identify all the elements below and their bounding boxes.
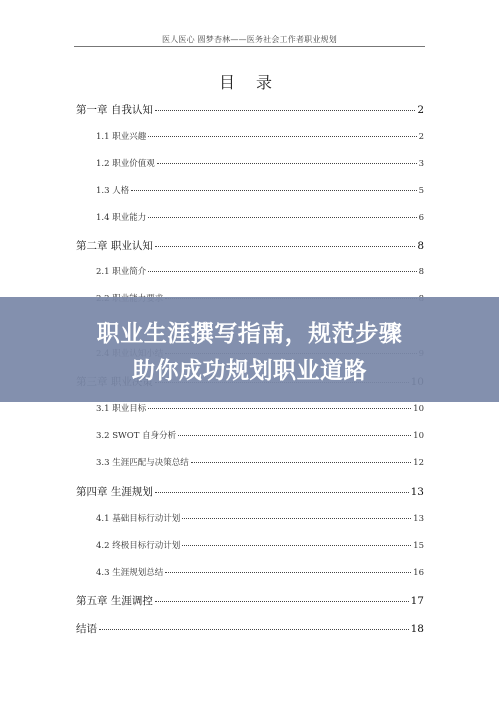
dot-leader	[148, 408, 411, 409]
toc-entry-section-1-3[interactable]	[96, 184, 424, 196]
toc-page-number: 10	[413, 404, 424, 414]
toc-entry-label: 结语	[76, 623, 97, 635]
toc-page-number: 16	[413, 568, 424, 578]
toc-entry-label: 4.2 终极目标行动计划	[96, 541, 181, 551]
toc-entry-section-1-4[interactable]	[96, 211, 424, 223]
toc-page-number: 6	[418, 213, 424, 223]
toc-entry-section-1-2[interactable]	[96, 157, 424, 169]
dot-leader	[148, 271, 416, 272]
toc-entry-section-4-3[interactable]	[96, 566, 424, 578]
toc-entry-section-1-1[interactable]	[96, 130, 424, 142]
toc-entry-label: 1.2 职业价值观	[96, 159, 155, 169]
toc-entry-label: 第一章 自我认知	[76, 104, 153, 116]
dot-leader	[157, 163, 417, 164]
toc-entry-label: 2.1 职业简介	[96, 267, 147, 277]
banner-title-line-1: 职业生涯撰写指南，规范步骤	[96, 321, 403, 347]
dot-leader	[165, 572, 411, 573]
toc-entry-section-4-2[interactable]	[96, 539, 424, 551]
toc-page-number: 2	[418, 132, 424, 142]
toc-entry-label: 1.3 人格	[96, 186, 130, 196]
toc-entry-label: 4.3 生涯规划总结	[96, 568, 164, 578]
toc-page-number: 12	[413, 458, 424, 468]
dot-leader	[148, 217, 416, 218]
dot-leader	[155, 601, 409, 602]
dot-leader	[191, 462, 411, 463]
toc-page-number: 3	[418, 159, 424, 169]
dot-leader	[178, 435, 411, 436]
running-header: 医人医心 圆梦杏林——医务社会工作者职业规划	[162, 35, 337, 44]
toc-entry-chapter-5[interactable]	[76, 593, 424, 608]
toc-entry-section-4-1[interactable]	[96, 512, 424, 524]
toc-entry-label: 3.2 SWOT 自身分析	[96, 431, 177, 441]
toc-entry-chapter-4[interactable]	[76, 484, 424, 499]
toc-entry-label: 第二章 职业认知	[76, 240, 153, 252]
toc-entry-label: 1.4 职业能力	[96, 213, 147, 223]
toc-page-number: 10	[413, 431, 424, 441]
toc-page-number: 18	[410, 623, 424, 635]
toc-page-number: 13	[413, 514, 424, 524]
dot-leader	[99, 629, 409, 630]
dot-leader	[148, 136, 416, 137]
toc-page-number: 2	[417, 104, 424, 116]
toc-entry-chapter-2[interactable]	[76, 238, 424, 253]
toc-page-number: 17	[410, 595, 424, 607]
toc-entry-chapter-1[interactable]	[76, 102, 424, 117]
toc-entry-section-2-1[interactable]	[96, 265, 424, 277]
dot-leader	[182, 545, 411, 546]
toc-page-number: 15	[413, 541, 424, 551]
toc-entry-conclusion[interactable]	[76, 621, 424, 636]
dot-leader	[182, 518, 411, 519]
toc-entry-label: 第五章 生涯调控	[76, 595, 153, 607]
banner-title-line-2: 助你成功规划职业道路	[132, 358, 367, 384]
toc-entry-section-3-1[interactable]	[96, 402, 424, 414]
toc-entry-label: 3.1 职业目标	[96, 404, 147, 414]
toc-entry-label: 3.3 生涯匹配与决策总结	[96, 458, 189, 468]
dot-leader	[155, 110, 415, 111]
toc-page-number: 13	[410, 486, 424, 498]
dot-leader	[155, 492, 409, 493]
dot-leader	[131, 190, 416, 191]
dot-leader	[155, 246, 415, 247]
toc-entry-section-3-3[interactable]	[96, 456, 424, 468]
toc-page-number: 8	[418, 267, 424, 277]
toc-entry-label: 4.1 基础目标行动计划	[96, 514, 181, 524]
toc-entry-label: 第四章 生涯规划	[76, 486, 153, 498]
toc-page-number: 5	[418, 186, 424, 196]
toc-title: 目 录	[218, 73, 281, 92]
toc-entry-section-3-2[interactable]	[96, 429, 424, 441]
toc-page-number: 8	[417, 240, 424, 252]
title-banner	[0, 297, 499, 402]
toc-entry-label: 1.1 职业兴趣	[96, 132, 147, 142]
